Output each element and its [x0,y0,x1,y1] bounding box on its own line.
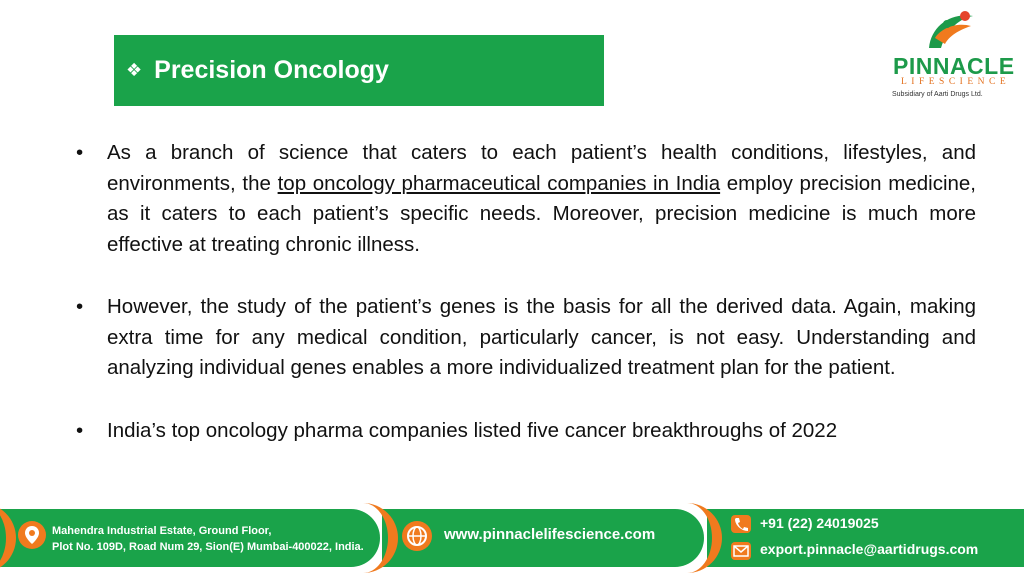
logo-brand: PINNACLE [893,53,1015,79]
company-logo [885,6,1020,102]
phone-icon [731,515,751,533]
pinnacle-emblem-icon [921,8,981,54]
footer-website-link[interactable]: www.pinnaclelifescience.com [444,526,656,543]
bullet-text: employ precision medicine, as it caters to each patient’s specific needs. Moreover, precision medicine is much more effective at treating chronic illness. [107,171,976,256]
bullet-icon: • [76,418,84,442]
globe-icon [402,521,432,551]
location-pin-icon [18,521,46,549]
bullet-text: As a branch of science that caters to each patient’s health conditions, lifestyles, and environments, the [107,141,976,195]
page-title: Precision Oncology [154,56,389,84]
bullet-icon: • [76,141,84,164]
logo-subtitle: LIFESCIENCE [901,77,1011,87]
list-item [76,138,976,260]
footer-address [52,523,364,555]
footer-bar [0,503,1024,576]
logo-parent-company: Subsidiary of Aarti Drugs Ltd. [892,91,983,98]
diamond-bullet-icon: ❖ [126,60,143,80]
oncology-companies-link[interactable]: top oncology pharmaceutical companies in India [277,171,721,195]
email-icon [731,542,751,560]
bullet-text: India’s top oncology pharma companies listed five cancer breakthroughs of 2022 [107,418,838,442]
bullet-text: However, the study of the patient’s genes is the basis for all the derived data. Again, making extra time for any medical condition, particularly cancer, is not easy. Understanding and analyzing individual genes enables a more individualized treatment plan for the patient. [107,295,976,379]
list-item [76,292,976,384]
footer-email[interactable]: export.pinnacle@aartidrugs.com [760,541,979,557]
bullet-icon: • [76,295,84,318]
bullet-list [76,138,976,446]
list-item [76,416,976,447]
address-line-1: Mahendra Industrial Estate, Ground Floor, [52,525,272,537]
address-line-2: Plot No. 109D, Road Num 29, Sion(E) Mumbai-400022, India. [52,541,364,553]
footer-phone[interactable]: +91 (22) 24019025 [760,515,879,531]
title-banner [114,35,604,106]
